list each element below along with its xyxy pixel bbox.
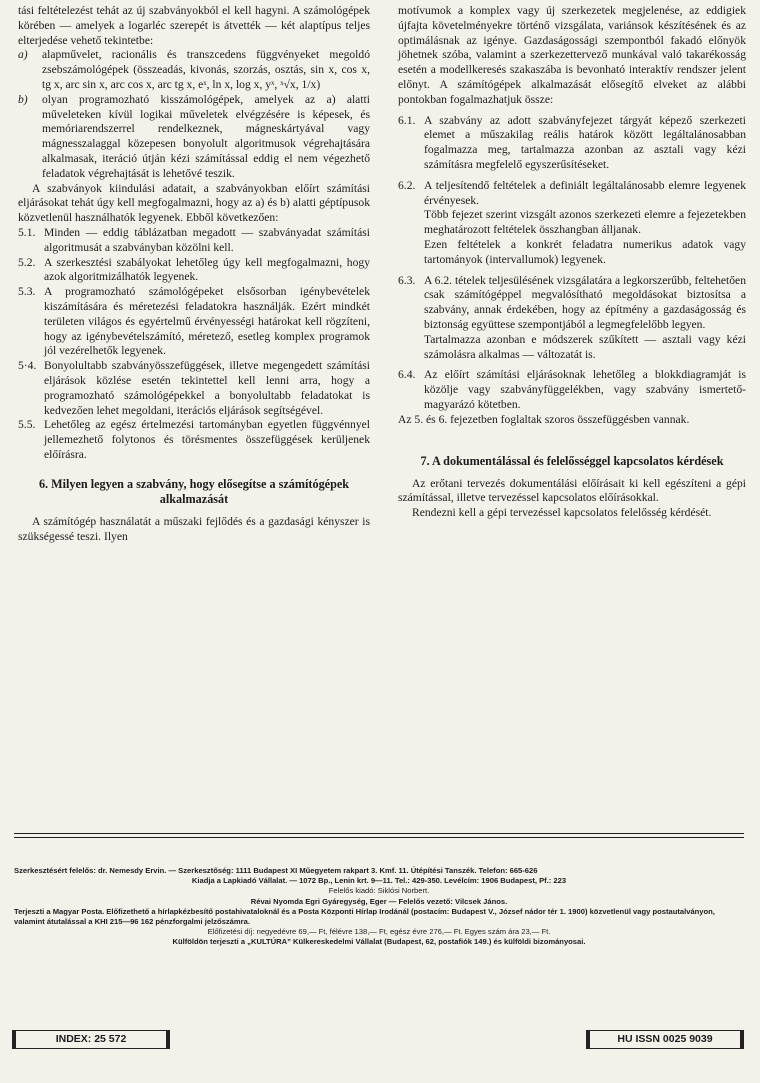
item-text: alapművelet, racionális és transzcedens függvényeket megoldó zsebszámológépek (összeadás, kivonás, szorzás, osztás, sin x, cos x, tg x, arc sin x, arc cos x, arc tg x, eˣ, ln x, log x, yˣ, ˣ√x, 1/x) [42, 48, 370, 91]
paragraph-section-7a: Az erőtani tervezés dokumentálási előírásait ki kell egészíteni a gépi számítással, illetve tervezéssel kapcsolatos előírásokkal. [398, 476, 746, 505]
list-item-5-5 [18, 418, 370, 462]
item-number: b) [18, 92, 28, 106]
list-item-5-2 [18, 256, 370, 286]
paragraph-section-6: A számítógép használatát a műszaki fejlődés és a gazdasági kényszer is szükségessé teszi. Ilyen [18, 514, 370, 543]
issn-box: HU ISSN 0025 9039 [586, 1030, 744, 1049]
item-text: Minden — eddig táblázatban megadott — szabványadat számítási algoritmusát a szabványban közölni kell. [44, 225, 370, 254]
item-body [424, 274, 746, 363]
item-text: A szerkesztési szabályokat lehetőleg úgy kell megfogalmazni, hogy azok algoritmizálhatók legyenek. [44, 255, 370, 284]
colophon-distribution: Terjeszti a Magyar Posta. Előfizethető a hírlapkézbesítő postahivataloknál és a Posta Központi Hírlap Irodánál (postacím: Budapest V., József nádor tér 1. 1900) közvetlenül vagy postautalványon, valamint átutalással a KHI 215—96 162 pénzforgalmi jelzőszámra. [14, 906, 715, 927]
colophon-printer: Révai Nyomda Egri Gyáregység, Eger — Felelős vezető: Vilcsek János. [250, 896, 508, 906]
item-text: Ezen feltételek a konkrét feladatra numerikus adatok vagy tartományok (intervallumok) legyenek. [424, 237, 746, 266]
item-text: Az előírt számítási eljárásoknak lehetőleg a blokkdiagramját is közölje vagy szabványfüggelékben, vagy szabvány ismertető-magyarázó kötetben. [424, 368, 746, 411]
item-number: 5.5. [18, 418, 36, 432]
item-number: 6.3. [398, 273, 416, 287]
item-body [424, 114, 746, 173]
item-number: 5·4. [18, 359, 37, 373]
item-text: A szabvány az adott szabványfejezet tárgyát képező szerkezeti elemet a műszakilag reális határok között legáltalánosabban fogalmazza meg, tartalmazza azonban az asztali vagy kézi számításra megfelelő egyszerűsítéseket. [424, 113, 746, 171]
list-item-5-4 [18, 359, 370, 418]
item-text: A teljesítendő feltételek a definiált legáltalánosabb elemre legyenek érvényesek. [424, 178, 746, 207]
item-text: A 6.2. tételek teljesülésének vizsgálatára a legkorszerűbb, feltehetően csak számítógéppel megvalósítható megoldásokat biztosítsa a szabvány, annak érdekében, hogy az építmény a gazdaságosság és biztonság együttese szempontjából a legmegfelelőbb legyen. [424, 273, 746, 331]
divider-rule [14, 833, 744, 834]
section-heading-6: 6. Milyen legyen a szabvány, hogy elősegítse a számítógépek alkalmazását [38, 476, 350, 506]
item-text: Bonyolultabb szabványösszefüggések, illetve megengedett számítási eljárások közlése esetén tekintettel kell lenni arra, hogy a programozható számológépekkel a bonyolultabb feladatokat is kedvezően lehet megoldani, iterációs eljárások segítségével. [44, 359, 370, 417]
item-number: 6.4. [398, 368, 416, 382]
item-number: 6.1. [398, 113, 416, 127]
item-text: Lehetőleg az egész értelmezési tartományban egyetlen függvénnyel jellemezhető folytonos és törésmentes összefüggések kerüljenek előírásra. [44, 418, 370, 461]
left-column [18, 4, 370, 544]
colophon-editor: Szerkesztésért felelős: dr. Nemesdy Ervin. — Szerkesztőség: 1111 Budapest XI Műegyetem rakpart 3. Kmf. 11. Útépítési Tanszék. Telefon: 665-626 [14, 866, 538, 875]
right-column [398, 4, 746, 521]
item-body [424, 368, 746, 412]
colophon-responsible-publisher: Felelős kiadó: Siklósi Norbert. [328, 886, 430, 896]
item-text: olyan programozható kisszámológépek, amelyek az a) alatti műveleteken kívül logikai műveletek elvégzésére is képesek, és memóriarendszerrel rendelkeznek, mágneskártyával vagy mágnesszalaggal közepesen bonyolult algoritmusok végrehajtására alkalmasak, iteráció útján kézi számítással eddig el nem végezhető feladatok végrehajtását is lehetővé teszik. [42, 92, 370, 180]
item-text: Tartalmazza azonban e módszerek szűkített — asztali vagy kézi számolásra alkalmas — változatát is. [424, 332, 746, 361]
paragraph-section-7b: Rendezni kell a gépi tervezéssel kapcsolatos felelősség kérdését. [412, 506, 712, 520]
item-text: A programozható számológépeket elsősorban igénybevételek kiszámítására és méretezési feladatokra használják. Ezért mindkét területen világos és egyértelmű érvényességi határokat kell rögzíteni, hogy az igénybevételszámító, méretező, esetleg komplex programok jól vezérelhetők legyenek. [44, 285, 370, 358]
item-body [424, 179, 746, 268]
item-number: 5.1. [18, 225, 36, 239]
paragraph-requirements: A szabványok kiindulási adatait, a szabványokban előírt számítási eljárásokat tehát úgy kell megfogalmazni, hogy az a) és b) alatti géptípusok közvetlenül használhatók legyenek. Ebből következően: [18, 181, 370, 225]
intro-paragraph: tási feltételezést tehát az új szabványokból el kell hagyni. A számológépek körében — amelyek a logarléc szerepét is átvették — két alaptípus teljes elterjedése vehető tekintetbe: [18, 4, 370, 47]
item-number: 6.2. [398, 178, 416, 192]
list-item-5-3 [18, 285, 370, 359]
divider-rule [14, 837, 744, 838]
colophon-publisher: Kiadja a Lapkiadó Vállalat. — 1072 Bp., Lenin krt. 9—11. Tel.: 429-350. Levélcím: 1906 Budapest, Pf.: 223 [191, 876, 567, 886]
item-number: a) [18, 48, 28, 62]
list-item-6-3 [398, 274, 746, 363]
list-item-6-2 [398, 179, 746, 268]
list-item-b [18, 93, 370, 182]
section-heading-7: 7. A dokumentálással és felelősséggel kapcsolatos kérdések [420, 453, 724, 468]
item-number: 5.3. [18, 285, 36, 299]
index-box: INDEX: 25 572 [12, 1030, 170, 1049]
colophon-subscription: Előfizetési díj: negyedévre 69,— Ft, félévre 138,— Ft, egész évre 276,— Ft. Egyes szám ára 23,— Ft. [207, 927, 551, 937]
list-item-5-1 [18, 226, 370, 256]
item-text: Több fejezet szerint vizsgált azonos szerkezeti elemre a fejezetekben meghatározott feltételek összhangban álljanak. [424, 208, 746, 237]
list-item-6-4 [398, 368, 746, 412]
paragraph-continued: motívumok a komplex vagy új szerkezetek megjelenése, az eddigiek újfajta követelményekre történő vizsgálata, variánsok készítésének és az optimálásnak az igénye. Gazdaságossági szempontból fakadó előnyök jöhetnek szóba, valamint a szerkezettervező munkával való takarékosság esetén a modellkeresés szakaszába is bevonható interaktív rendszer jelent előnyt. A számítógépek alkalmazását elősegítő elveket az alábbi pontokban fogalmazhatjuk össze: [398, 4, 746, 106]
list-item-a [18, 48, 370, 92]
list-item-6-1 [398, 114, 746, 173]
item-number: 5.2. [18, 255, 36, 269]
paragraph-sections-5-6: Az 5. és 6. fejezetben foglaltak szoros összefüggésben vannak. [398, 412, 690, 426]
colophon-foreign-distribution: Külföldön terjeszti a „KULTÚRA” Külkereskedelmi Vállalat (Budapest, 62, postafiók 149.) és külföldi bizományosai. [172, 937, 586, 947]
colophon [14, 866, 744, 948]
